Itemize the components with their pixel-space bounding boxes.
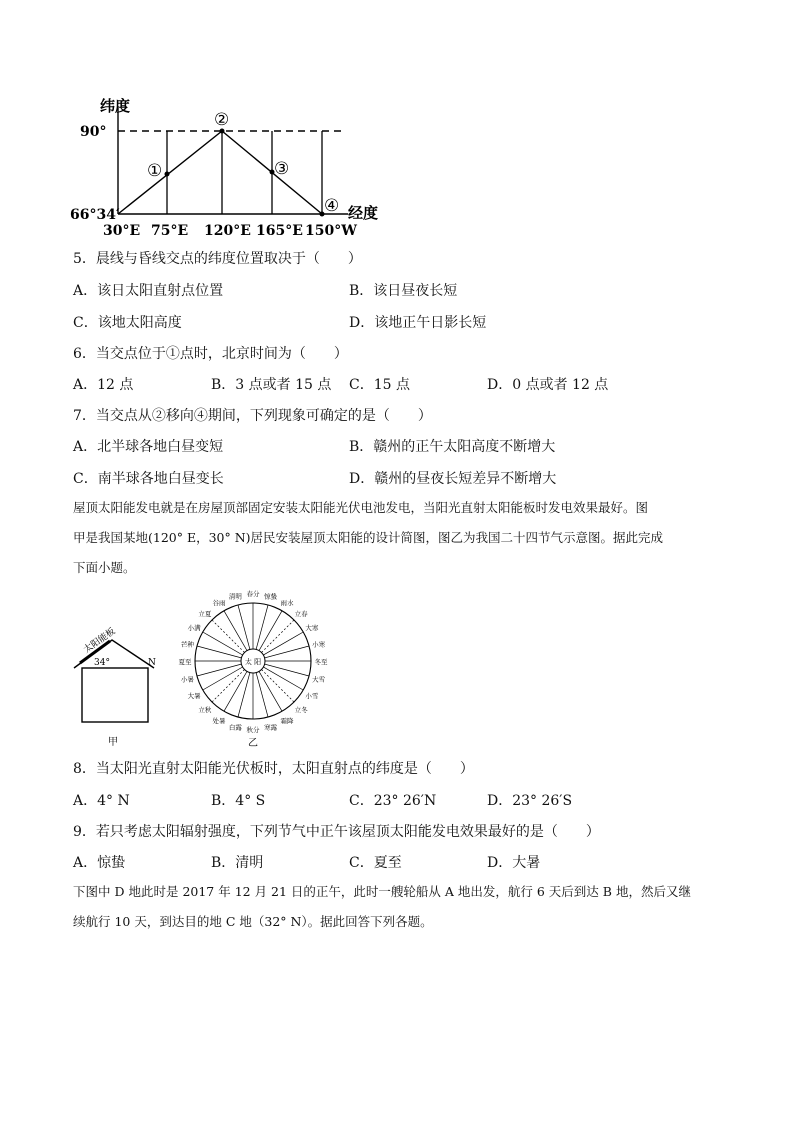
- solar-term-label: 冬至: [314, 658, 328, 666]
- lat-low-label: 66°34′: [70, 207, 120, 223]
- q7-option-c: C．南半球各地白昼变长: [73, 471, 224, 487]
- solar-term-label: 大暑: [187, 692, 201, 700]
- q8-option-a: A．4° N: [73, 793, 130, 809]
- solar-term-label: 霜降: [280, 716, 294, 725]
- passage-line: 下图中 D 地此时是 2017 年 12 月 21 日的正午，此时一艘轮船从 A 地出发，航行 6 天后到达 B 地，然后又继: [73, 884, 691, 899]
- solar-term-label: 立秋: [198, 706, 212, 715]
- q7-option-a: A．北半球各地白昼变短: [73, 439, 224, 455]
- q6-option-b: B．3 点或者 15 点: [211, 377, 332, 393]
- question-6-stem: 6．当交点位于①点时，北京时间为（ ）: [73, 346, 348, 362]
- q9-option-c: C．夏至: [349, 855, 402, 871]
- q6-option-c: C．15 点: [349, 377, 410, 393]
- solar-terms-wheel: [168, 584, 338, 750]
- q5-option-a: A．该日太阳直射点位置: [73, 283, 224, 299]
- latitude-longitude-diagram: [60, 92, 390, 242]
- y-axis-label: 纬度: [100, 97, 131, 115]
- q6-option-d: D．0 点或者 12 点: [487, 377, 609, 393]
- solar-term-label: 立夏: [198, 609, 212, 618]
- q8-option-c: C．23° 26′N: [349, 793, 437, 809]
- solar-term-label: 立冬: [294, 706, 308, 715]
- solar-term-label: 夏至: [178, 658, 192, 666]
- q8-option-d: D．23° 26′S: [487, 793, 573, 809]
- q5-option-c: C．该地太阳高度: [73, 315, 182, 331]
- solar-term-label: 秋分: [246, 726, 260, 734]
- passage-1: [73, 493, 663, 583]
- solar-term-label: 春分: [246, 590, 260, 598]
- solar-term-label: 谷雨: [212, 599, 226, 608]
- solar-term-label: 清明: [228, 592, 242, 601]
- q7-option-d: D．赣州的昼夜长短差异不断增大: [349, 471, 557, 487]
- point-3-label: ③: [274, 159, 290, 179]
- x-tick: 150°W: [305, 223, 357, 239]
- solar-term-label: 大雪: [312, 675, 326, 684]
- x-tick: 165°E: [256, 223, 303, 239]
- point-2-label: ②: [214, 110, 230, 130]
- solar-term-label: 雨水: [280, 599, 294, 608]
- solar-term-label: 惊蛰: [264, 592, 278, 601]
- solar-term-label: 寒露: [264, 723, 278, 732]
- passage-line: 屋顶太阳能发电就是在房屋顶部固定安装太阳能光伏电池发电，当阳光直射太阳能板时发电效果最好。图: [73, 500, 649, 515]
- point-4-label: ④: [324, 196, 340, 216]
- question-5-stem: 5．晨线与昏线交点的纬度位置取决于（ ）: [73, 251, 362, 267]
- x-tick: 120°E: [204, 223, 251, 239]
- figure-jia-caption: 甲: [108, 737, 118, 748]
- figure-yi-caption: 乙: [248, 738, 258, 749]
- point-1-label: ①: [147, 161, 163, 181]
- solar-term-label: 白露: [228, 723, 242, 732]
- question-8-stem: 8．当太阳光直射太阳能光伏板时，太阳直射点的纬度是（ ）: [73, 761, 474, 777]
- x-axis-label: 经度: [348, 204, 379, 222]
- sun-label: 太 阳: [244, 658, 262, 666]
- q9-option-b: B．清明: [211, 855, 264, 871]
- x-tick: 75°E: [151, 223, 189, 239]
- solar-term-label: 小雪: [305, 692, 319, 700]
- solar-term-label: 立春: [294, 609, 308, 618]
- solar-term-label: 小寒: [312, 640, 326, 649]
- q5-option-b: B．该日昼夜长短: [349, 283, 458, 299]
- passage-line: 甲是我国某地(120° E，30° N)居民安装屋顶太阳能的设计简图，图乙为我国二十四节气示意图。据此完成: [73, 530, 664, 545]
- q9-option-d: D．大暑: [487, 855, 541, 871]
- solar-term-label: 小暑: [180, 675, 194, 684]
- q5-option-d: D．该地正午日影长短: [349, 315, 487, 331]
- q7-option-b: B．赣州的正午太阳高度不断增大: [349, 439, 556, 455]
- passage-2: [73, 877, 691, 937]
- question-7-stem: 7．当交点从②移向④期间，下列现象可确定的是（ ）: [73, 408, 432, 424]
- passage-line: 续航行 10 天，到达目的地 C 地（32° N）。据此回答下列各题。: [73, 914, 433, 929]
- solar-term-label: 芒种: [180, 640, 194, 649]
- x-tick: 30°E: [103, 223, 141, 239]
- question-9-stem: 9．若只考虑太阳辐射强度，下列节气中正午该屋顶太阳能发电效果最好的是（ ）: [73, 824, 600, 840]
- solar-term-label: 大寒: [305, 624, 319, 632]
- north-label: N: [148, 658, 156, 668]
- lat-90-label: 90°: [80, 124, 107, 140]
- solar-term-label: 小满: [187, 624, 201, 632]
- house-solar-panel-diagram: [68, 620, 168, 750]
- q8-option-b: B．4° S: [211, 793, 266, 809]
- angle-label: 34°: [94, 658, 110, 668]
- solar-panel-label: 太阳能板: [82, 626, 118, 656]
- q9-option-a: A．惊蛰: [73, 855, 126, 871]
- solar-term-label: 处暑: [212, 716, 226, 725]
- passage-line: 下面小题。: [73, 560, 136, 575]
- q6-option-a: A．12 点: [73, 377, 134, 393]
